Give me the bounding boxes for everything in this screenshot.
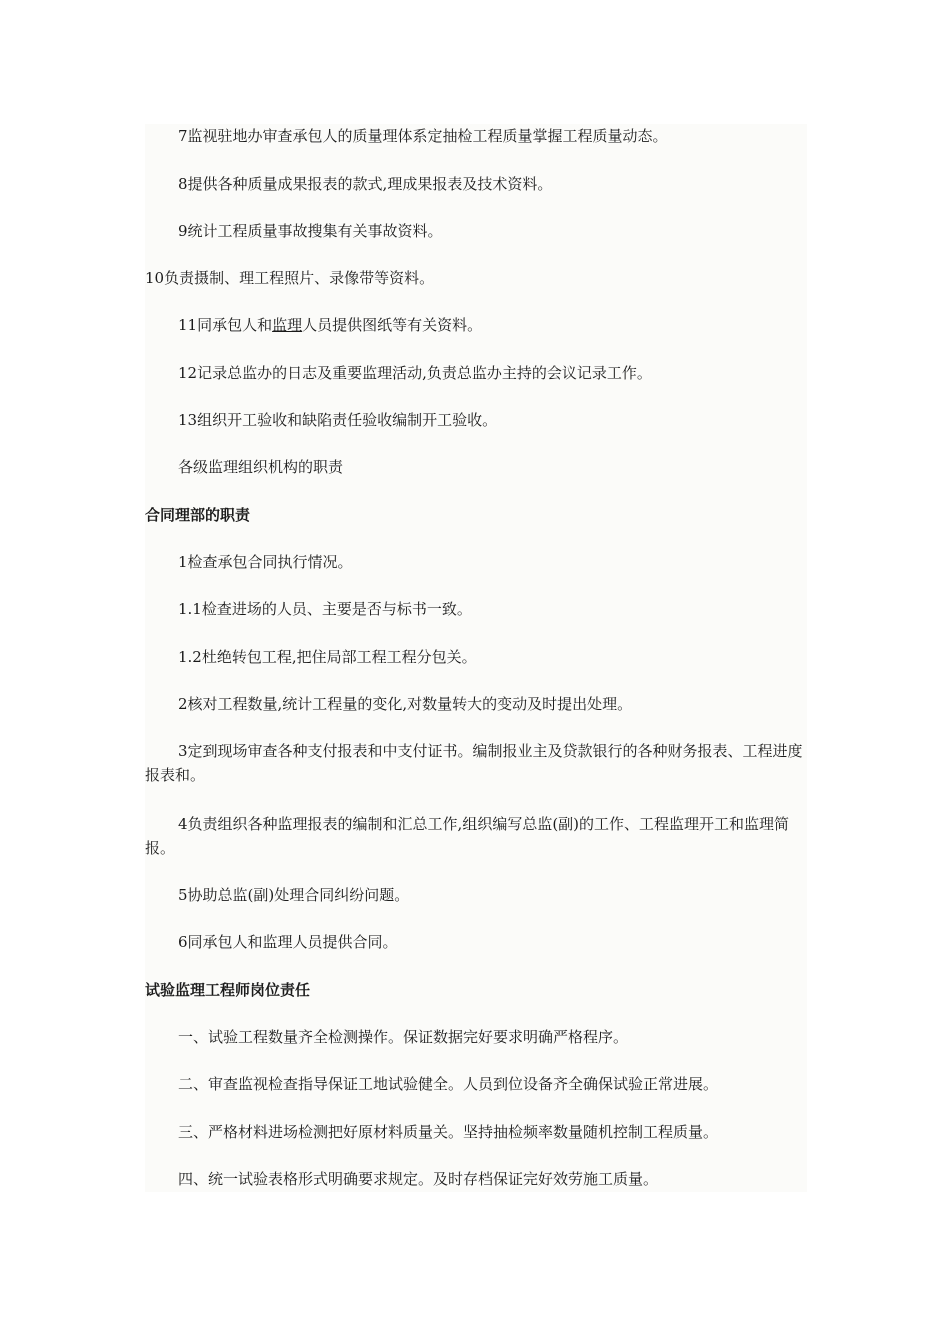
testing-item: 一、试验工程数量齐全检测操作。保证数据完好要求明确严格程序。 bbox=[178, 1028, 629, 1046]
testing-item: 二、审查监视检查指导保证工地试验健全。人员到位设备齐全确保试验正常进展。 bbox=[178, 1075, 719, 1093]
paragraph-item-7: 7监视驻地办审查承包人的质量理体系定抽检工程质量掌握工程质量动态。 bbox=[178, 127, 668, 145]
paragraph-item-10: 10负责摄制、理工程照片、录像带等资料。 bbox=[145, 269, 435, 287]
contract-item: 4负责组织各种监理报表的编制和汇总工作,组织编写总监(副)的工作、工程监理开工和监理简报。 bbox=[145, 815, 790, 857]
paragraph-item-11 bbox=[145, 313, 807, 337]
contract-item: 6同承包人和监理人员提供合同。 bbox=[178, 933, 398, 951]
testing-item: 三、严格材料进场检测把好原材料质量关。坚持抽检频率数量随机控制工程质量。 bbox=[178, 1123, 719, 1141]
paragraph-item-11-prefix: 11同承包人和 bbox=[178, 316, 273, 334]
contract-item: 1.1检查进场的人员、主要是否与标书一致。 bbox=[178, 600, 472, 618]
paragraph-item-11-suffix: 人员提供图纸等有关资料。 bbox=[302, 316, 483, 334]
paragraph-item-13: 13组织开工验收和缺陷责任验收编制开工验收。 bbox=[178, 411, 498, 429]
supervision-link[interactable]: 监理 bbox=[272, 316, 303, 334]
paragraph-organization-duties: 各级监理组织机构的职责 bbox=[178, 458, 344, 476]
contract-item: 2核对工程数量,统计工程量的变化,对数量转大的变动及时提出处理。 bbox=[178, 695, 633, 713]
section-heading-contract: 合同理部的职责 bbox=[145, 506, 251, 524]
testing-item: 四、统一试验表格形式明确要求规定。及时存档保证完好效劳施工质量。 bbox=[178, 1170, 659, 1188]
paragraph-item-9: 9统计工程质量事故搜集有关事故资料。 bbox=[178, 222, 443, 240]
contract-item: 5协助总监(副)处理合同纠纷问题。 bbox=[178, 886, 410, 904]
contract-item: 1.2杜绝转包工程,把住局部工程工程分包关。 bbox=[178, 648, 477, 666]
paragraph-item-12: 12记录总监办的日志及重要监理活动,负责总监办主持的会议记录工作。 bbox=[178, 364, 652, 382]
section-heading-testing: 试验监理工程师岗位责任 bbox=[145, 981, 311, 999]
contract-item: 1检查承包合同执行情况。 bbox=[178, 553, 353, 571]
paragraph-item-8: 8提供各种质量成果报表的款式,理成果报表及技术资料。 bbox=[178, 175, 553, 193]
contract-item: 3定到现场审查各种支付报表和中支付证书。编制报业主及贷款银行的各种财务报表、工程进度报表和。 bbox=[145, 742, 803, 784]
